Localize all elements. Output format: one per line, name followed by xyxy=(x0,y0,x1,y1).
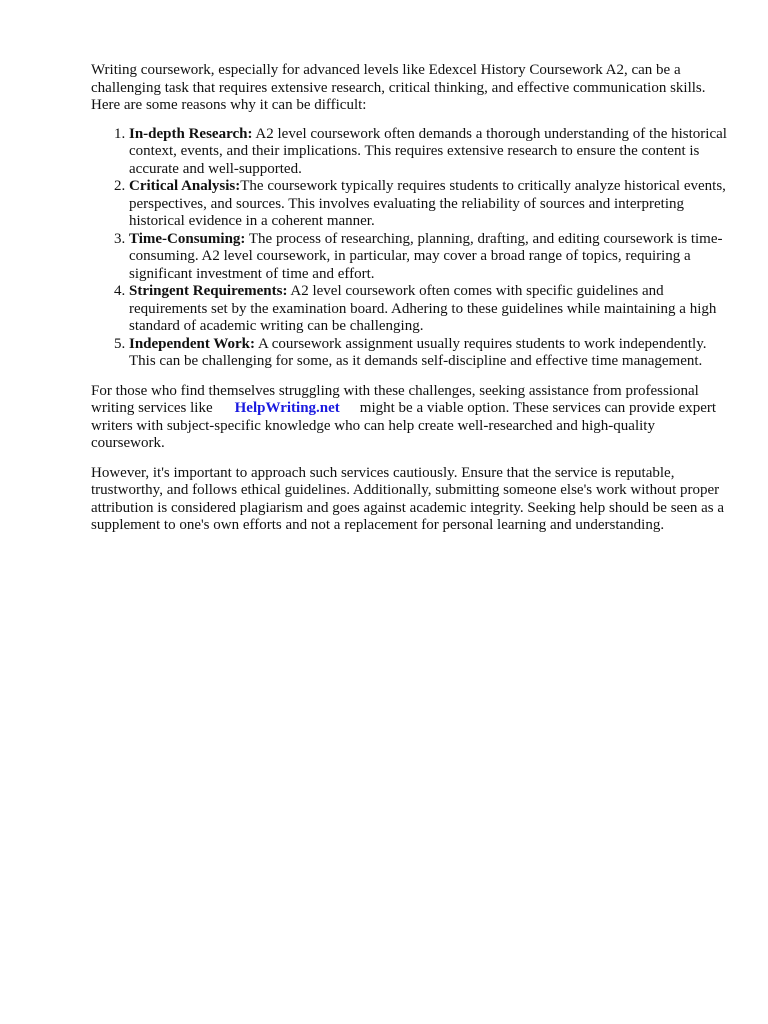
list-item-title: Stringent Requirements: xyxy=(129,283,288,299)
list-item xyxy=(129,336,731,371)
list-item-text: A coursework assignment usually requires students to work independently. This can be challenging for some, as it demands self-discipline and effective time management. xyxy=(129,335,707,369)
intro-paragraph: Writing coursework, especially for advanced levels like Edexcel History Coursework A2, can be a challenging task that requires extensive research, critical thinking, and effective communication skills. Here are some reasons why it can be difficult: xyxy=(91,62,706,113)
list-item-text: The coursework typically requires students to critically analyze historical events, perspectives, and sources. This involves evaluating the reliability of sources and interpreting historical evidence in a coherent manner. xyxy=(129,178,726,229)
assistance-text-before: For those who find themselves struggling with these challenges, seeking assistance from professional writing services like xyxy=(91,382,699,416)
list-item xyxy=(129,283,731,336)
list-item xyxy=(129,126,731,179)
helpwriting-link[interactable]: HelpWriting.net xyxy=(234,400,340,416)
list-item-text: The process of researching, planning, drafting, and editing coursework is time-consuming. A2 level coursework, in particular, may cover a broad range of topics, requiring a significant investment of time and effort. xyxy=(129,230,723,282)
list-item-title: Critical Analysis: xyxy=(129,178,241,194)
list-item xyxy=(129,231,731,284)
reasons-list xyxy=(91,126,731,371)
document-page xyxy=(91,62,731,535)
list-item-title: Independent Work: xyxy=(129,335,256,352)
assistance-paragraph xyxy=(91,383,731,453)
list-item xyxy=(129,178,731,231)
list-item-title: In-depth Research: xyxy=(129,125,253,142)
assistance-text-after: might be a viable option. These services can provide expert writers with subject-specific knowledge who can help create well-researched and high-quality coursework. xyxy=(91,400,717,451)
list-item-text: A2 level coursework often demands a thorough understanding of the historical context, events, and their implications. This requires extensive research to ensure the content is accurate and well-supported. xyxy=(129,125,727,177)
list-item-text: A2 level coursework often comes with specific guidelines and requirements set by the examination board. Adhering to these guidelines while maintaining a high standard of academic writing can be challenging. xyxy=(129,283,717,334)
caution-paragraph: However, it's important to approach such services cautiously. Ensure that the service is reputable, trustworthy, and follows ethical guidelines. Additionally, submitting someone else's work without proper attribution is considered plagiarism and goes against academic integrity. Seeking help should be seen as a supplement to one's own efforts and not a replacement for personal learning and understanding. xyxy=(91,464,725,533)
list-item-title: Time-Consuming: xyxy=(129,230,246,247)
